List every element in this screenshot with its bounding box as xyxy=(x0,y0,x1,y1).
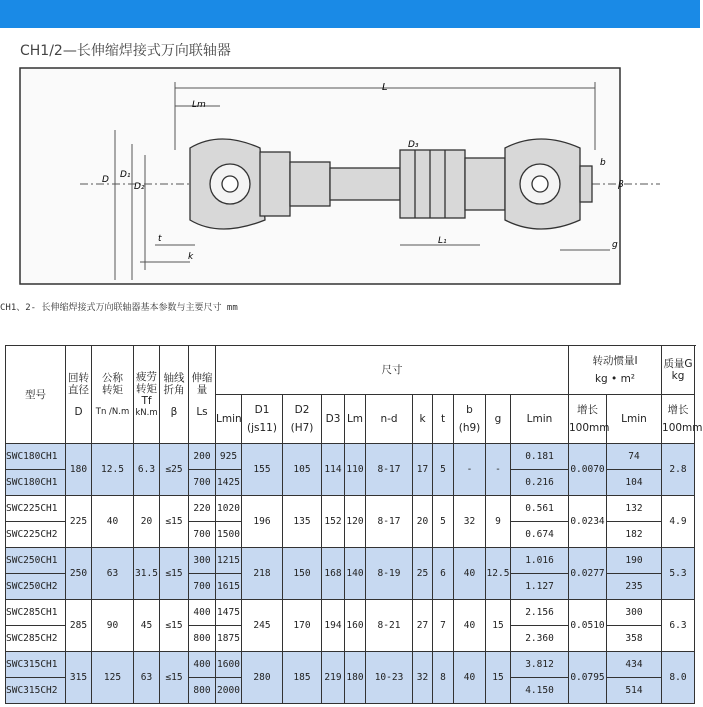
spec-table xyxy=(5,345,703,704)
cell-d1: 218 xyxy=(242,548,283,600)
cell-mass-lmin: 132 xyxy=(607,496,662,522)
header-t: t xyxy=(433,395,454,444)
cell-g: 15 xyxy=(486,600,511,652)
cell-t: 7 xyxy=(433,600,454,652)
cell-lmin: 2000 xyxy=(216,678,242,704)
dim-label-d2: D₂ xyxy=(134,182,145,192)
cell-nd: 8-17 xyxy=(366,496,413,548)
dim-label-t: t xyxy=(158,234,162,244)
header-d3: D3 xyxy=(322,395,345,444)
cell-k: 17 xyxy=(413,444,433,496)
header-lmin: Lmin xyxy=(216,395,242,444)
cell-d1: 155 xyxy=(242,444,283,496)
cell-mass-lmin: 182 xyxy=(607,522,662,548)
cell-axis-angle: ≤15 xyxy=(160,548,189,600)
dim-label-lm: Lm xyxy=(192,100,206,110)
cell-model: SWC225CH2 xyxy=(6,522,66,548)
cell-fatigue-torque: 6.3 xyxy=(134,444,160,496)
cell-model: SWC285CH1 xyxy=(6,600,66,626)
cell-b: 40 xyxy=(454,600,486,652)
cell-inertia-lmin: 0.561 xyxy=(511,496,569,522)
cell-lmin: 1425 xyxy=(216,470,242,496)
cell-inertia-lmin: 0.216 xyxy=(511,470,569,496)
header-d1: D1 (js11) xyxy=(242,395,283,444)
table-row xyxy=(6,496,695,522)
header-k: k xyxy=(413,395,433,444)
cell-d2: 135 xyxy=(283,496,322,548)
cell-nd: 8-19 xyxy=(366,548,413,600)
cell-k: 27 xyxy=(413,600,433,652)
cell-rot-dia: 250 xyxy=(66,548,92,600)
cell-inertia-lmin: 2.360 xyxy=(511,626,569,652)
cell-nominal-torque: 125 xyxy=(92,652,134,704)
cell-g: 12.5 xyxy=(486,548,511,600)
cell-mass-increase: 8.0 xyxy=(662,652,695,704)
cell-telescoping: 700 xyxy=(189,522,216,548)
dim-label-d3: D₃ xyxy=(408,140,419,150)
cell-lmin: 1600 xyxy=(216,652,242,678)
dim-label-d1: D₁ xyxy=(120,170,131,180)
cell-d3: 168 xyxy=(322,548,345,600)
cell-lm: 110 xyxy=(345,444,366,496)
cell-nominal-torque: 90 xyxy=(92,600,134,652)
cell-nominal-torque: 40 xyxy=(92,496,134,548)
cell-inertia-increase: 0.0277 xyxy=(569,548,607,600)
cell-nominal-torque: 12.5 xyxy=(92,444,134,496)
cell-inertia-lmin: 4.150 xyxy=(511,678,569,704)
cell-nd: 10-23 xyxy=(366,652,413,704)
cell-fatigue-torque: 20 xyxy=(134,496,160,548)
cell-t: 5 xyxy=(433,444,454,496)
cell-telescoping: 700 xyxy=(189,470,216,496)
cell-inertia-lmin: 2.156 xyxy=(511,600,569,626)
cell-lm: 180 xyxy=(345,652,366,704)
cell-lmin: 1875 xyxy=(216,626,242,652)
cell-g: 9 xyxy=(486,496,511,548)
cell-b: - xyxy=(454,444,486,496)
cell-lmin: 1500 xyxy=(216,522,242,548)
cell-inertia-increase: 0.0795 xyxy=(569,652,607,704)
cell-nd: 8-21 xyxy=(366,600,413,652)
cell-mass-lmin: 434 xyxy=(607,652,662,678)
dim-label-l1: L₁ xyxy=(438,236,447,246)
cell-model: SWC225CH1 xyxy=(6,496,66,522)
cell-telescoping: 220 xyxy=(189,496,216,522)
cell-telescoping: 800 xyxy=(189,626,216,652)
header-g: g xyxy=(486,395,511,444)
header-inertia-increase: 增长 100mm xyxy=(569,395,607,444)
table-caption: CH1、2- 长伸缩焊接式万向联轴器基本参数与主要尺寸 mm xyxy=(0,303,238,313)
cell-lmin: 1475 xyxy=(216,600,242,626)
cell-d1: 196 xyxy=(242,496,283,548)
header-nd: n-d xyxy=(366,395,413,444)
cell-d1: 245 xyxy=(242,600,283,652)
cell-rot-dia: 225 xyxy=(66,496,92,548)
cell-inertia-lmin: 3.812 xyxy=(511,652,569,678)
table-row xyxy=(6,444,695,470)
cell-fatigue-torque: 31.5 xyxy=(134,548,160,600)
header-b: b (h9) xyxy=(454,395,486,444)
header-mass: 质量G kg xyxy=(662,346,695,395)
cell-inertia-increase: 0.0510 xyxy=(569,600,607,652)
cell-k: 25 xyxy=(413,548,433,600)
cell-telescoping: 700 xyxy=(189,574,216,600)
top-banner xyxy=(0,0,700,28)
dim-label-beta: β xyxy=(618,180,624,190)
cell-lmin: 1020 xyxy=(216,496,242,522)
cell-nd: 8-17 xyxy=(366,444,413,496)
header-model: 型号 xyxy=(6,346,66,444)
cell-d1: 280 xyxy=(242,652,283,704)
cell-model: SWC315CH1 xyxy=(6,652,66,678)
cell-mass-lmin: 104 xyxy=(607,470,662,496)
cell-inertia-increase: 0.0234 xyxy=(569,496,607,548)
cell-mass-lmin: 74 xyxy=(607,444,662,470)
cell-inertia-lmin: 1.127 xyxy=(511,574,569,600)
cell-lm: 140 xyxy=(345,548,366,600)
cell-g: 15 xyxy=(486,652,511,704)
dim-label-g: g xyxy=(612,240,618,250)
cell-d2: 105 xyxy=(283,444,322,496)
cell-d2: 185 xyxy=(283,652,322,704)
cell-d3: 219 xyxy=(322,652,345,704)
cell-rot-dia: 315 xyxy=(66,652,92,704)
cell-telescoping: 400 xyxy=(189,652,216,678)
header-axis-angle: 轴线 折角 β xyxy=(160,346,189,444)
cell-fatigue-torque: 63 xyxy=(134,652,160,704)
cell-d3: 194 xyxy=(322,600,345,652)
cell-model: SWC180CH1 xyxy=(6,444,66,470)
coupling-drawing xyxy=(20,40,680,288)
cell-inertia-lmin: 0.674 xyxy=(511,522,569,548)
cell-lmin: 1615 xyxy=(216,574,242,600)
cell-lmin: 925 xyxy=(216,444,242,470)
cell-mass-increase: 6.3 xyxy=(662,600,695,652)
dim-label-l: L xyxy=(382,82,388,93)
cell-inertia-lmin: 1.016 xyxy=(511,548,569,574)
cell-axis-angle: ≤15 xyxy=(160,496,189,548)
dim-label-b: b xyxy=(600,158,606,168)
cell-mass-increase: 2.8 xyxy=(662,444,695,496)
cell-model: SWC315CH2 xyxy=(6,678,66,704)
cell-telescoping: 200 xyxy=(189,444,216,470)
cell-model: SWC250CH1 xyxy=(6,548,66,574)
cell-axis-angle: ≤25 xyxy=(160,444,189,496)
cell-axis-angle: ≤15 xyxy=(160,652,189,704)
header-dimensions: 尺寸 xyxy=(216,346,569,395)
header-mass-lmin: Lmin xyxy=(607,395,662,444)
cell-telescoping: 300 xyxy=(189,548,216,574)
header-lm: Lm xyxy=(345,395,366,444)
cell-b: 40 xyxy=(454,652,486,704)
cell-rot-dia: 180 xyxy=(66,444,92,496)
cell-mass-lmin: 358 xyxy=(607,626,662,652)
cell-t: 6 xyxy=(433,548,454,600)
header-nominal-torque: 公称 转矩 Tn /N.m xyxy=(92,346,134,444)
cell-telescoping: 400 xyxy=(189,600,216,626)
coupling-schematic xyxy=(20,40,680,288)
header-rot-dia: 回转 直径 D xyxy=(66,346,92,444)
header-telescoping: 伸缩 量 Ls xyxy=(189,346,216,444)
cell-d2: 170 xyxy=(283,600,322,652)
cell-mass-lmin: 235 xyxy=(607,574,662,600)
cell-axis-angle: ≤15 xyxy=(160,600,189,652)
cell-b: 40 xyxy=(454,548,486,600)
table-row xyxy=(6,600,695,626)
header-inertia-lmin: Lmin xyxy=(511,395,569,444)
cell-fatigue-torque: 45 xyxy=(134,600,160,652)
cell-lm: 160 xyxy=(345,600,366,652)
cell-model: SWC180CH1 xyxy=(6,470,66,496)
cell-mass-lmin: 300 xyxy=(607,600,662,626)
header-fatigue-torque: 疲劳 转矩 Tf kN.m xyxy=(134,346,160,444)
cell-k: 32 xyxy=(413,652,433,704)
cell-d3: 152 xyxy=(322,496,345,548)
header-mass-increase: 增长 100mm xyxy=(662,395,695,444)
cell-b: 32 xyxy=(454,496,486,548)
cell-lmin: 1215 xyxy=(216,548,242,574)
cell-inertia-increase: 0.0070 xyxy=(569,444,607,496)
cell-model: SWC250CH2 xyxy=(6,574,66,600)
cell-d3: 114 xyxy=(322,444,345,496)
dim-label-d: D xyxy=(102,175,109,185)
table-row xyxy=(6,548,695,574)
cell-mass-increase: 5.3 xyxy=(662,548,695,600)
dim-label-k: k xyxy=(188,252,194,262)
header-inertia: 转动惯量I kg • m² xyxy=(569,346,662,395)
cell-rot-dia: 285 xyxy=(66,600,92,652)
cell-telescoping: 800 xyxy=(189,678,216,704)
cell-mass-increase: 4.9 xyxy=(662,496,695,548)
cell-model: SWC285CH2 xyxy=(6,626,66,652)
drawing-title: CH1/2—长伸缩焊接式万向联轴器 xyxy=(20,43,231,59)
cell-g: - xyxy=(486,444,511,496)
cell-mass-lmin: 190 xyxy=(607,548,662,574)
table-row xyxy=(6,652,695,678)
cell-t: 8 xyxy=(433,652,454,704)
header-d2: D2 (H7) xyxy=(283,395,322,444)
cell-t: 5 xyxy=(433,496,454,548)
cell-nominal-torque: 63 xyxy=(92,548,134,600)
cell-inertia-lmin: 0.181 xyxy=(511,444,569,470)
cell-k: 20 xyxy=(413,496,433,548)
cell-lm: 120 xyxy=(345,496,366,548)
cell-mass-lmin: 514 xyxy=(607,678,662,704)
cell-d2: 150 xyxy=(283,548,322,600)
